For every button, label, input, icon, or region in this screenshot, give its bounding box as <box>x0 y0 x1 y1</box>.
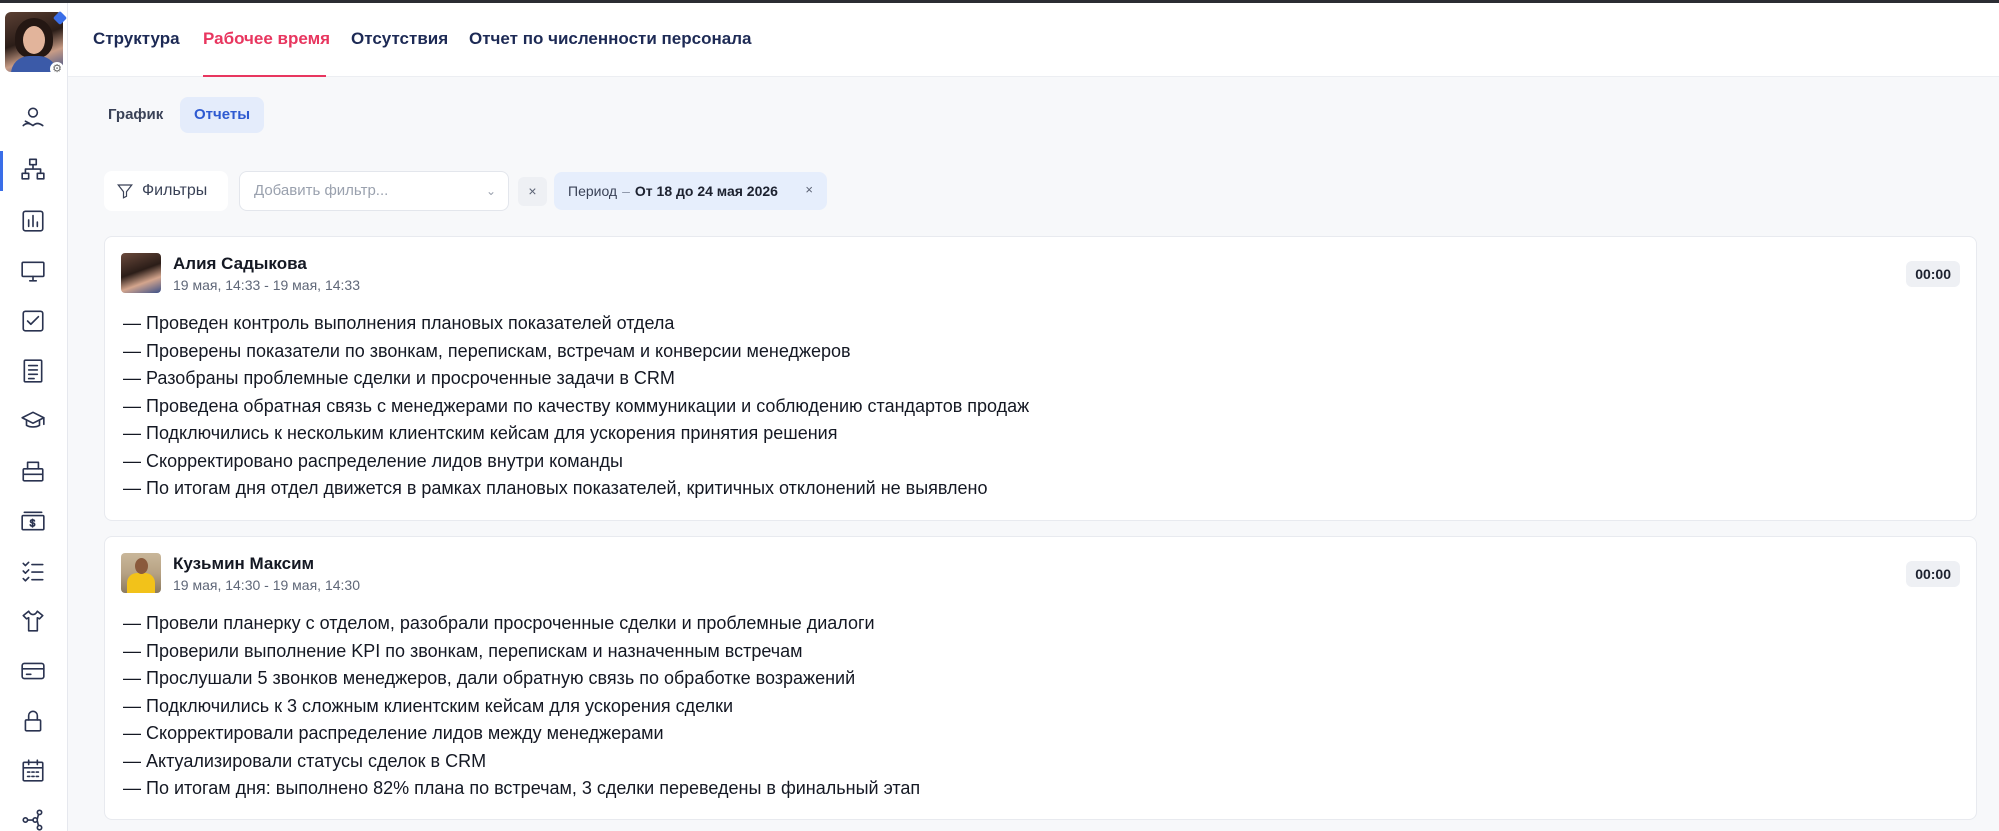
sidebar-item-learning[interactable] <box>18 406 48 436</box>
sidebar-item-tasks[interactable] <box>18 306 48 336</box>
report-line: — Проведен контроль выполнения плановых показателей отдела <box>123 313 675 333</box>
sidebar-item-analytics[interactable] <box>18 206 48 236</box>
sidebar-item-security[interactable] <box>18 706 48 736</box>
sidebar-item-integrations[interactable] <box>18 805 48 831</box>
lock-icon <box>20 708 46 734</box>
period-separator: – <box>622 183 630 199</box>
report-line: — Разобраны проблемные сделки и просроченные задачи в CRM <box>123 368 675 388</box>
subtab-reports[interactable]: Отчеты <box>180 97 264 133</box>
period-filter-chip[interactable] <box>554 172 827 210</box>
tab-absences[interactable]: Отсутствия <box>351 29 449 48</box>
report-lines <box>123 310 1029 503</box>
period-label: Период <box>568 183 618 199</box>
chevron-down-icon: ⌄ <box>485 184 496 198</box>
sidebar-item-checklist[interactable] <box>18 556 48 586</box>
report-line: — По итогам дня отдел движется в рамках плановых показателей, критичных отклонений не выявлено <box>123 478 988 498</box>
add-filter-select[interactable] <box>239 171 509 211</box>
sidebar-item-calendar[interactable] <box>18 756 48 786</box>
sidebar <box>0 3 68 831</box>
tshirt-icon <box>20 608 46 634</box>
author-name[interactable]: Кузьмин Максим <box>173 554 315 573</box>
bar-chart-icon <box>20 208 46 234</box>
sidebar-active-indicator <box>0 151 3 191</box>
clear-filters-button[interactable]: × <box>518 177 547 206</box>
report-line: — Скорректировано распределение лидов внутри команды <box>123 450 623 471</box>
user-hand-icon <box>20 105 46 131</box>
report-card <box>104 536 1977 820</box>
report-line: — Актуализировали статусы сделок в CRM <box>123 750 487 771</box>
checkbox-icon <box>20 308 46 334</box>
add-filter-placeholder: Добавить фильтр... <box>254 182 389 199</box>
graduation-cap-icon <box>20 408 46 434</box>
sidebar-item-finance[interactable] <box>18 506 48 536</box>
org-structure-icon <box>20 156 46 182</box>
funnel-icon <box>116 182 134 200</box>
sidebar-item-monitor[interactable] <box>18 256 48 286</box>
active-tab-underline <box>203 75 326 77</box>
filters-button-label: Фильтры <box>142 182 208 199</box>
report-line: — По итогам дня: выполнено 82% плана по встречам, 3 сделки переведены в финальный этап <box>123 778 921 798</box>
tab-structure[interactable]: Структура <box>93 29 180 48</box>
filters-button[interactable] <box>104 171 228 211</box>
tab-headcount-report[interactable]: Отчет по численности персонала <box>469 29 752 48</box>
report-line: — Проверены показатели по звонкам, перепискам, встречам и конверсии менеджеров <box>123 340 851 361</box>
money-icon <box>20 508 46 534</box>
sidebar-item-warehouse[interactable] <box>18 456 48 486</box>
report-line: — Проведена обратная связь с менеджерами по качеству коммуникации и соблюдению стандартов продаж <box>123 395 1030 416</box>
duration-badge: 00:00 <box>1906 261 1960 287</box>
report-line: — Скорректировали распределение лидов между менеджерами <box>123 723 664 743</box>
sidebar-item-uniform[interactable] <box>18 606 48 636</box>
credit-card-icon <box>20 658 46 684</box>
share-nodes-icon <box>20 807 46 831</box>
settings-gear-icon[interactable]: ⚙ <box>50 62 64 76</box>
tab-work-time[interactable]: Рабочее время <box>203 29 331 48</box>
calendar-icon <box>20 758 46 784</box>
report-line: — Подключились к нескольким клиентским кейсам для ускорения принятия решения <box>123 423 838 443</box>
checklist-icon <box>20 558 46 584</box>
subtab-schedule[interactable]: График <box>108 106 164 123</box>
sidebar-item-contacts[interactable] <box>18 103 48 133</box>
svg-text:$: $ <box>29 518 36 530</box>
report-line: — Прослушали 5 звонков менеджеров, дали обратную связь по обработке возражений <box>123 668 856 688</box>
report-lines <box>123 610 920 803</box>
sidebar-item-payments[interactable] <box>18 656 48 686</box>
author-avatar <box>121 553 161 593</box>
report-card <box>104 236 1977 521</box>
duration-badge: 00:00 <box>1906 561 1960 587</box>
report-time: 19 мая, 14:33 - 19 мая, 14:33 <box>173 277 360 293</box>
cash-register-icon <box>20 458 46 484</box>
author-name[interactable]: Алия Садыкова <box>173 254 307 273</box>
document-icon <box>20 358 46 384</box>
report-line: — Проверили выполнение KPI по звонкам, перепискам и назначенным встречам <box>123 640 803 661</box>
report-line: — Провели планерку с отделом, разобрали просроченные сделки и проблемные диалоги <box>123 613 875 633</box>
sidebar-item-documents[interactable] <box>18 356 48 386</box>
sidebar-item-structure[interactable] <box>18 154 48 184</box>
report-time: 19 мая, 14:30 - 19 мая, 14:30 <box>173 577 360 593</box>
report-line: — Подключились к 3 сложным клиентским кейсам для ускорения сделки <box>123 695 734 716</box>
top-navigation <box>68 3 1999 77</box>
monitor-icon <box>20 258 46 284</box>
period-value: От 18 до 24 мая 2026 <box>634 183 778 199</box>
author-avatar <box>121 253 161 293</box>
remove-period-filter-icon[interactable]: × <box>805 182 813 197</box>
